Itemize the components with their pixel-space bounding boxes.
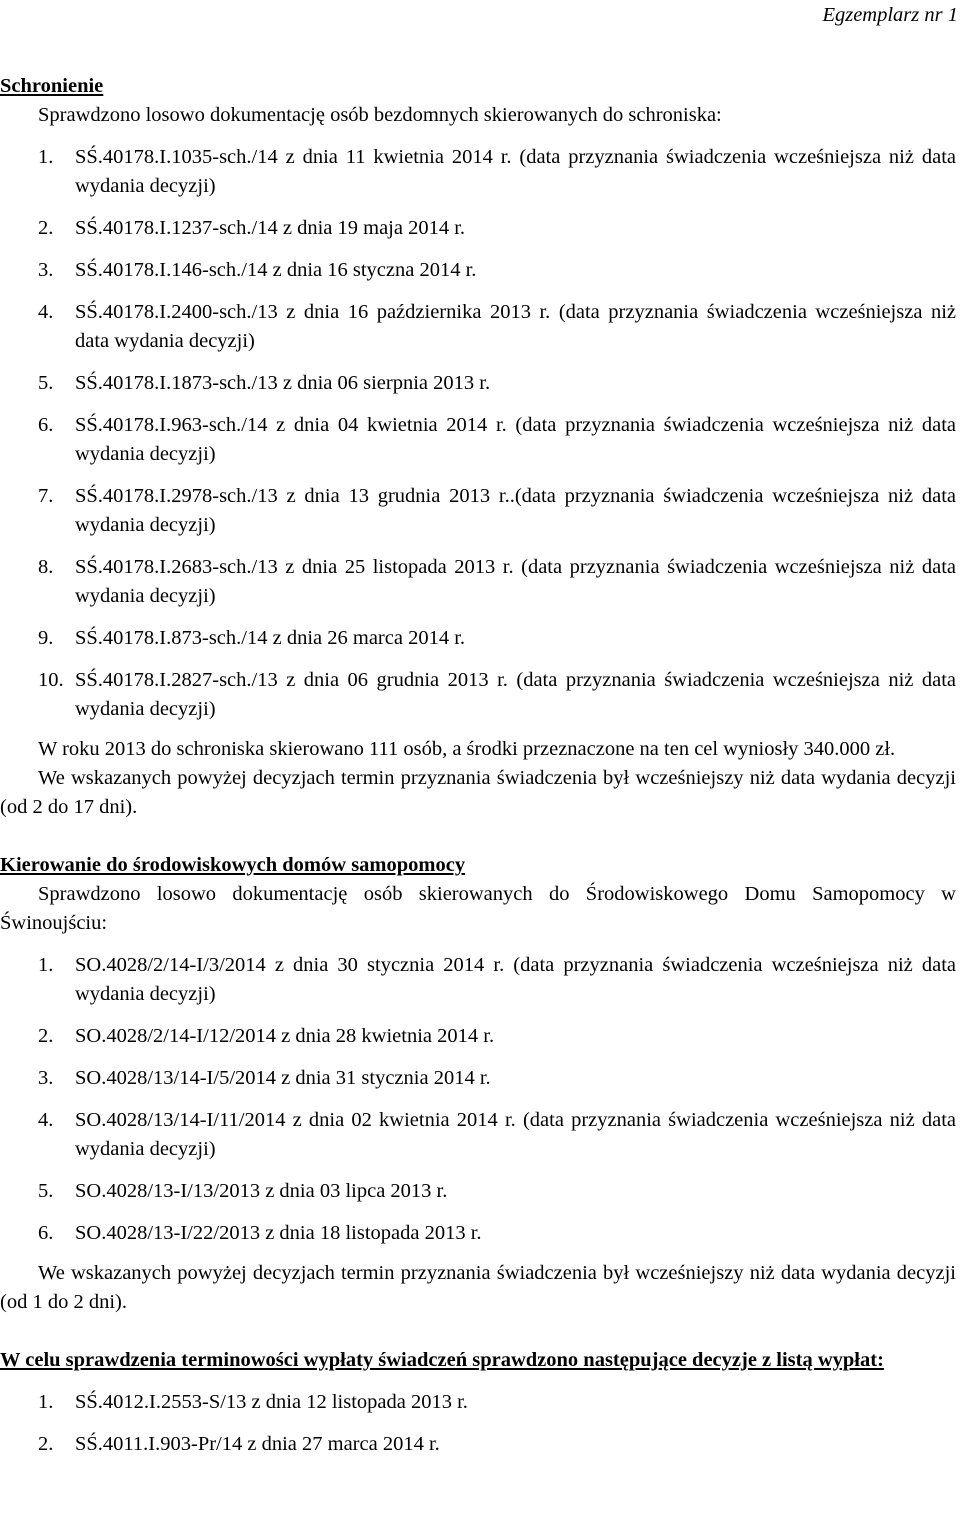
list-item-text: SO.4028/2/14-I/3/2014 z dnia 30 stycznia 2014 r. (data przyznania świadczenia wcześniejsza niż data wydania decyzji): [75, 954, 956, 1005]
list-item-number: 1.: [38, 146, 54, 168]
list-item-number: 7.: [38, 485, 54, 507]
list-item: [0, 256, 956, 285]
list-item-number: 6.: [38, 1222, 54, 1244]
section-self-help-homes: [0, 851, 956, 1317]
section-heading: Schronienie: [0, 75, 104, 97]
list-item-number: 1.: [38, 954, 54, 976]
list-item-text: SO.4028/13-I/22/2013 z dnia 18 listopada 2013 r.: [75, 1222, 482, 1244]
list-item-number: 4.: [38, 301, 54, 323]
list-item-number: 5.: [38, 372, 54, 394]
section-heading: W celu sprawdzenia terminowości wypłaty świadczeń sprawdzono następujące decyzje z listą wypłat:: [0, 1349, 884, 1371]
list-item-number: 2.: [38, 1025, 54, 1047]
list-item-number: 9.: [38, 627, 54, 649]
list-item: [0, 666, 956, 724]
list-item-text: SŚ.40178.I.1035-sch./14 z dnia 11 kwietnia 2014 r. (data przyznania świadczenia wcześniejsza niż data wydania decyzji): [75, 146, 956, 197]
list-item-text: SŚ.40178.I.1873-sch./13 z dnia 06 sierpnia 2013 r.: [75, 372, 491, 394]
list-item-text: SŚ.4012.I.2553-S/13 z dnia 12 listopada 2013 r.: [75, 1391, 468, 1413]
list-item-text: SO.4028/2/14-I/12/2014 z dnia 28 kwietnia 2014 r.: [75, 1025, 495, 1047]
list-item-number: 3.: [38, 259, 54, 281]
list-item-text: SŚ.4011.I.903-Pr/14 z dnia 27 marca 2014 r.: [75, 1433, 440, 1455]
list-item-text: SO.4028/13-I/13/2013 z dnia 03 lipca 2013 r.: [75, 1180, 448, 1202]
list-item: [0, 1022, 956, 1051]
list-item-text: SŚ.40178.I.2683-sch./13 z dnia 25 listopada 2013 r. (data przyznania świadczenia wcześniejsza niż data wydania decyzji): [75, 556, 956, 607]
decision-list: [0, 1388, 956, 1459]
decision-list: [0, 951, 956, 1248]
section-intro: Sprawdzono losowo dokumentację osób skierowanych do Środowiskowego Domu Samopomocy w Świnoujściu:: [0, 883, 956, 934]
section-heading: Kierowanie do środowiskowych domów samopomocy: [0, 854, 466, 876]
section-intro: Sprawdzono losowo dokumentację osób bezdomnych skierowanych do schroniska:: [38, 104, 722, 126]
list-item-text: SŚ.40178.I.146-sch./14 z dnia 16 styczna 2014 r.: [75, 259, 477, 281]
list-item: [0, 624, 956, 653]
list-item-text: SŚ.40178.I.2400-sch./13 z dnia 16 października 2013 r. (data przyznania świadczenia wcześniejsza niż data wydania decyzji): [75, 301, 956, 352]
list-item-text: SŚ.40178.I.1237-sch./14 z dnia 19 maja 2014 r.: [75, 217, 466, 239]
list-item-text: SŚ.40178.I.963-sch./14 z dnia 04 kwietnia 2014 r. (data przyznania świadczenia wcześniejsza niż data wydania decyzji): [75, 414, 956, 465]
list-item-number: 6.: [38, 414, 54, 436]
summary-paragraph: W roku 2013 do schroniska skierowano 111 osób, a środki przeznaczone na ten cel wyniosły 340.000 zł.: [38, 738, 896, 760]
list-item-number: 1.: [38, 1391, 54, 1413]
list-item: [0, 214, 956, 243]
list-item: [0, 369, 956, 398]
summary-paragraph: We wskazanych powyżej decyzjach termin przyznania świadczenia był wcześniejszy niż data wydania decyzji (od 2 do 17 dni).: [0, 767, 956, 818]
list-item: [0, 411, 956, 469]
list-item-number: 10.: [38, 669, 64, 691]
list-item: [0, 1106, 956, 1164]
list-item: [0, 1064, 956, 1093]
list-item-text: SO.4028/13/14-I/5/2014 z dnia 31 stycznia 2014 r.: [75, 1067, 491, 1089]
list-item: [0, 482, 956, 540]
list-item-text: SŚ.40178.I.873-sch./14 z dnia 26 marca 2014 r.: [75, 627, 466, 649]
list-item-number: 2.: [38, 217, 54, 239]
list-item-text: SŚ.40178.I.2827-sch./13 z dnia 06 grudnia 2013 r. (data przyznania świadczenia wcześniejsza niż data wydania decyzji): [75, 669, 956, 720]
list-item: [0, 143, 956, 201]
list-item-text: SŚ.40178.I.2978-sch./13 z dnia 13 grudnia 2013 r..(data przyznania świadczenia wcześniejsza niż data wydania decyzji): [75, 485, 956, 536]
document-content: [0, 72, 956, 1459]
list-item-number: 4.: [38, 1109, 54, 1131]
list-item: [0, 553, 956, 611]
list-item: [0, 1177, 956, 1206]
list-item-text: SO.4028/13/14-I/11/2014 z dnia 02 kwietnia 2014 r. (data przyznania świadczenia wcześniejsza niż data wydania decyzji): [75, 1109, 956, 1160]
summary-paragraph: We wskazanych powyżej decyzjach termin przyznania świadczenia był wcześniejszy niż data wydania decyzji (od 1 do 2 dni).: [0, 1262, 956, 1313]
list-item-number: 5.: [38, 1180, 54, 1202]
list-item-number: 2.: [38, 1433, 54, 1455]
section-shelter: [0, 72, 956, 822]
list-item: [0, 1430, 956, 1459]
list-item-number: 3.: [38, 1067, 54, 1089]
list-item: [0, 298, 956, 356]
decision-list: [0, 143, 956, 724]
list-item: [0, 951, 956, 1009]
copy-number-label: Egzemplarz nr 1: [822, 4, 958, 26]
list-item: [0, 1388, 956, 1417]
list-item: [0, 1219, 956, 1248]
section-payment-timeliness: [0, 1346, 956, 1459]
list-item-number: 8.: [38, 556, 54, 578]
